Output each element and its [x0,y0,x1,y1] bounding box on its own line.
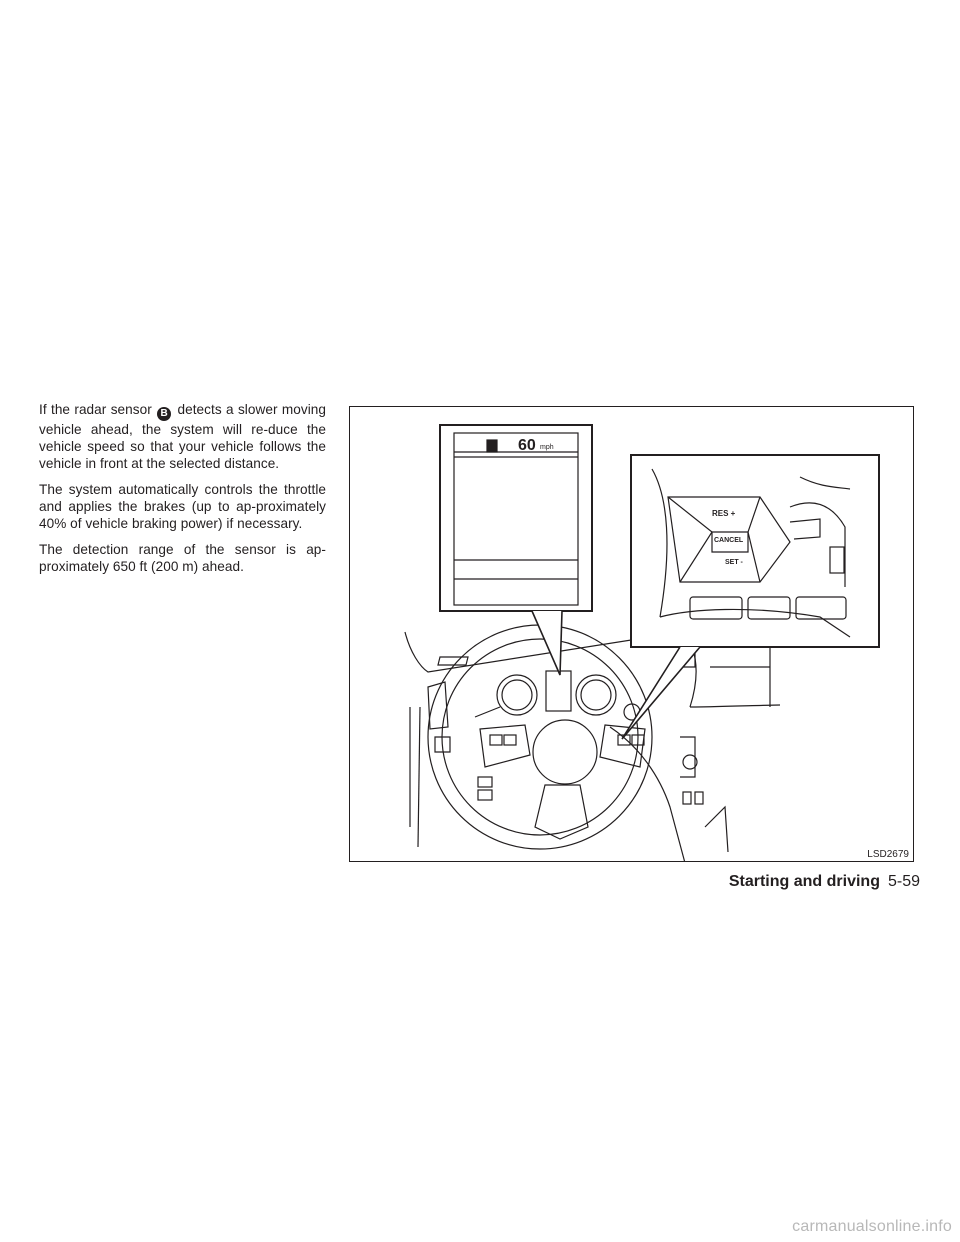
callout-marker: B [157,407,171,421]
res-plus-label: RES + [712,509,736,518]
cancel-label: CANCEL [714,537,744,544]
paragraph-3: The detection range of the sensor is ap-proximately 650 ft (200 m) ahead. [39,542,326,574]
steering-wheel-illustration [349,406,914,862]
figure-code: LSD2679 [867,849,909,860]
page-number: 5-59 [887,873,920,890]
section-title: Starting and driving [728,873,880,890]
watermark: carmanualsonline.info [792,1218,952,1235]
display-unit: mph [540,444,554,451]
set-minus-label: SET - [725,559,743,566]
paragraph-2: The system automatically controls the throttle and applies the brakes (up to ap-proximately 40% of vehicle braking power) if necessary. [39,482,326,531]
body-text [39,401,326,584]
paragraph-1: If the radar sensor B detects a slower moving vehicle ahead, the system will re-duce the vehicle speed so that your vehicle follows the vehicle in front at the selected distance. [39,402,326,471]
display-speed: 60 [518,437,536,454]
page-footer [729,873,920,891]
